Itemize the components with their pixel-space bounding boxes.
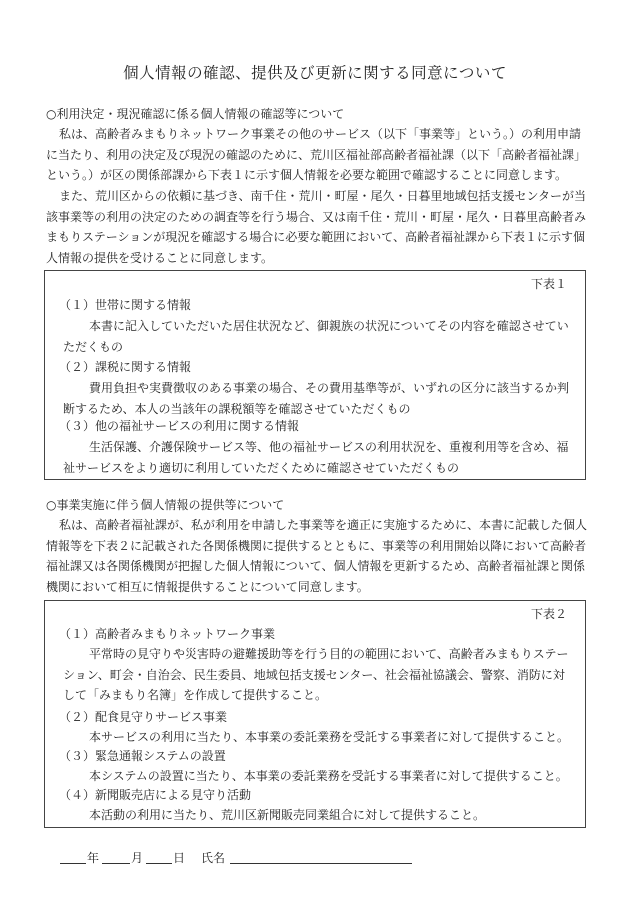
table2-item-2-body: 本サービスの利用に当たり、本事業の委託業務を受託する事業者に対して提供すること。	[89, 730, 570, 744]
table1-item-3-body: 生活保護、介護保険サービス等、他の福祉サービスの利用状況を、重複利用等を含め、福祉サービスをより適切に利用していただくために確認させていただくもの	[63, 440, 569, 475]
table1-item-3-heading: （３）他の福祉サービスの利用に関する情報	[59, 419, 300, 433]
table1-box	[44, 270, 586, 480]
section1-paragraph-2: また、荒川区からの依頼に基づき、南千住・荒川・町屋・尾久・日暮里地域包括支援センターが当該事業等の利用の決定のための調査等を行う場合、又は南千住・荒川・町屋・尾久・日暮里高齢者みまもりステーションが現況を確認する場合に必要な範囲において、高齢者福祉課から下表１に示す個人情報の提供を受けることに同意します。	[46, 189, 587, 265]
section1-heading: ○利用決定・現況確認に係る個人情報の確認等について	[46, 107, 345, 121]
day-label: 日	[173, 851, 186, 865]
year-label: 年	[87, 851, 100, 865]
table1-item-2-body: 費用負担や実費徴収のある事業の場合、その費用基準等が、いずれの区分に該当するか判断するため、本人の当該年の課税額等を確認させていただくもの	[63, 381, 570, 416]
month-blank[interactable]	[102, 863, 130, 864]
month-label: 月	[131, 851, 144, 865]
name-label: 氏名	[201, 851, 226, 865]
page-title: 個人情報の確認、提供及び更新に関する同意について	[123, 64, 507, 82]
table2-item-3-heading: （３）緊急通報システムの設置	[59, 749, 226, 763]
table2-caption: 下表２	[530, 607, 567, 621]
table2-box	[44, 600, 586, 828]
section2-paragraph-1: 私は、高齢者福祉課が、私が利用を申請した事業等を適正に実施するために、本書に記載した個人情報等を下表２に記載された各関係機関に提供するとともに、事業等の利用開始以降において高齢者福祉課又は各関係機関が把握した個人情報について、個人情報を更新するため、高齢者福祉課と関係機関において相互に情報提供することについて同意します。	[46, 518, 588, 594]
table2-item-1-body: 平常時の見守りや災害時の避難援助等を行う目的の範囲において、高齢者みまもりステーション、町会・自治会、民生委員、地域包括支援センター、社会福祉協議会、警察、消防に対して「みまもり名簿」を作成して提供すること。	[63, 647, 569, 702]
table1-item-1-body: 本書に記入していただいた居住状況など、御親族の状況についてその内容を確認させていただくもの	[63, 319, 569, 354]
year-blank[interactable]	[60, 863, 86, 864]
table2-item-1-heading: （１）高齢者みまもりネットワーク事業	[59, 627, 276, 641]
table2-item-4-heading: （４）新聞販売店による見守り活動	[59, 788, 252, 802]
section2-heading: ○事業実施に伴う個人情報の提供等について	[46, 498, 285, 512]
table2-item-2-heading: （２）配食見守りサービス事業	[59, 710, 228, 724]
table1-caption: 下表１	[530, 277, 567, 291]
table1-item-1-heading: （１）世帯に関する情報	[59, 298, 192, 312]
table2-item-4-body: 本活動の利用に当たり、荒川区新聞販売同業組合に対して提供すること。	[89, 808, 486, 822]
table1-item-2-heading: （２）課税に関する情報	[59, 360, 192, 374]
name-blank[interactable]	[230, 863, 412, 864]
table2-item-3-body: 本システムの設置に当たり、本事業の委託業務を受託する事業者に対して提供すること。	[89, 769, 568, 783]
day-blank[interactable]	[146, 863, 172, 864]
section1-paragraph-1: 私は、高齢者みまもりネットワーク事業その他のサービス（以下「事業等」という。）の利用申請に当たり、利用の決定及び現況の確認のために、荒川区福祉部高齢者福祉課（以下「高齢者福祉課」という。）が区の関係部課から下表１に示す個人情報を必要な範囲で確認することに同意します。	[46, 127, 587, 182]
